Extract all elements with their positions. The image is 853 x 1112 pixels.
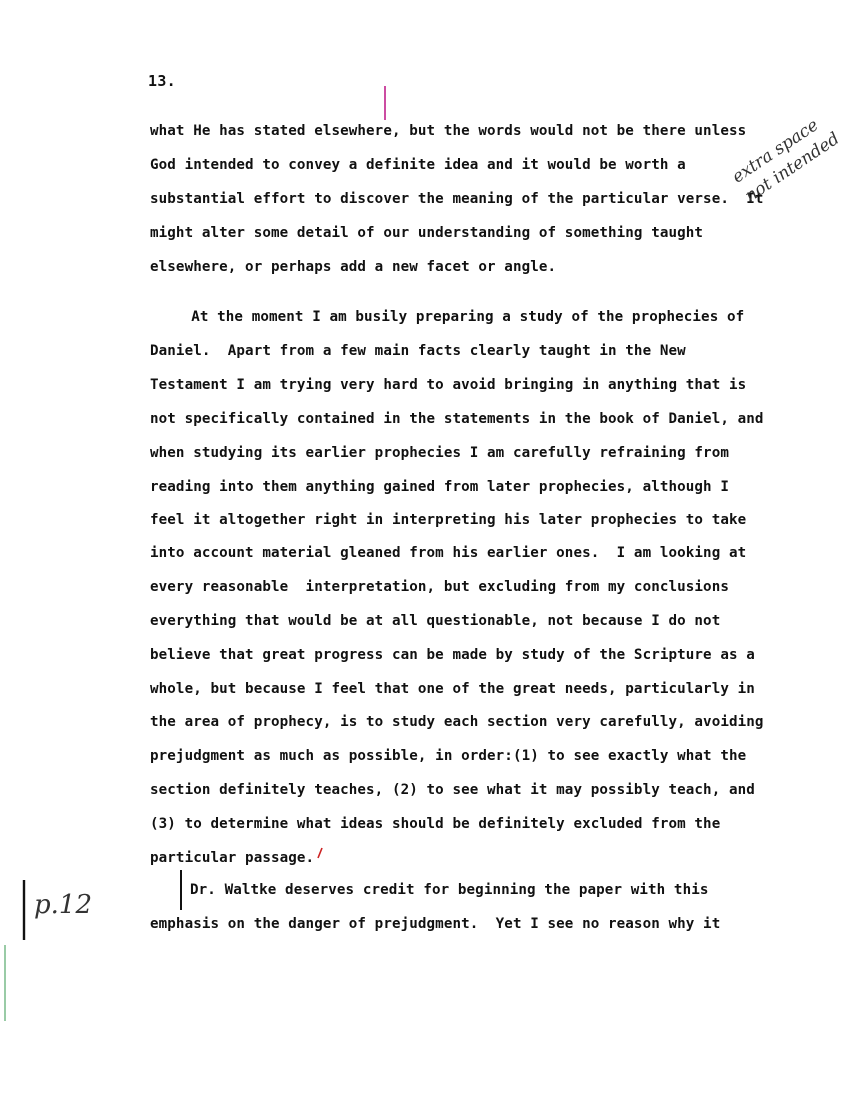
side-note: extra space not intended <box>728 115 844 207</box>
text-line: At the moment I am busily preparing a study of the prophecies of <box>148 309 745 325</box>
text-line: section definitely teaches, (2) to see what it may possibly teach, and <box>150 782 755 798</box>
page-number: 13. <box>148 72 176 90</box>
text-line: prejudgment as much as possible, in order:(1) to see exactly what the <box>150 748 747 764</box>
text-line: particular passage. <box>150 850 315 866</box>
text-line: reading into them anything gained from later prophecies, although I <box>150 479 729 495</box>
text-line: emphasis on the danger of prejudgment. Yet I see no reason why it <box>150 916 721 932</box>
green-edge-line <box>2 945 8 1025</box>
text-line: not specifically contained in the statements in the book of Daniel, and <box>150 411 764 427</box>
text-line: Daniel. Apart from a few main facts clearly taught in the New <box>150 343 686 359</box>
text-line: believe that great progress can be made by study of the Scripture as a <box>150 647 755 663</box>
text-line: feel it altogether right in interpreting his later prophecies to take <box>150 512 747 528</box>
text-line: Dr. Waltke deserves credit for beginning the paper with this <box>190 882 709 898</box>
paragraph-bar-mark <box>176 868 186 914</box>
text-line: elsewhere, or perhaps add a new facet or angle. <box>150 259 557 275</box>
text-line: every reasonable interpretation, but excluding from my conclusions <box>150 579 729 595</box>
text-line: whole, but because I feel that one of the great needs, particularly in <box>150 681 755 697</box>
text-line: might alter some detail of our understanding of something taught <box>150 225 704 241</box>
text-line: Testament I am trying very hard to avoid bringing in anything that is <box>150 377 747 393</box>
text-line: God intended to convey a definite idea and it would be worth a <box>150 157 686 173</box>
text-line: what He has stated elsewhere, but the words would not be there unless <box>150 123 747 139</box>
text-line: substantial effort to discover the meaning of the particular verse. It <box>150 191 764 207</box>
text-line: the area of prophecy, is to study each section very carefully, avoiding <box>150 714 764 730</box>
magenta-insert-mark <box>380 84 390 124</box>
text-line: when studying its earlier prophecies I am carefully refraining from <box>150 445 729 461</box>
margin-note: p.12 <box>34 890 92 920</box>
red-tick-mark <box>314 846 326 860</box>
margin-bar-mark <box>18 878 30 944</box>
text-line: into account material gleaned from his earlier ones. I am looking at <box>150 545 747 561</box>
text-line: (3) to determine what ideas should be definitely excluded from the <box>150 816 721 832</box>
text-line: everything that would be at all questionable, not because I do not <box>150 613 721 629</box>
